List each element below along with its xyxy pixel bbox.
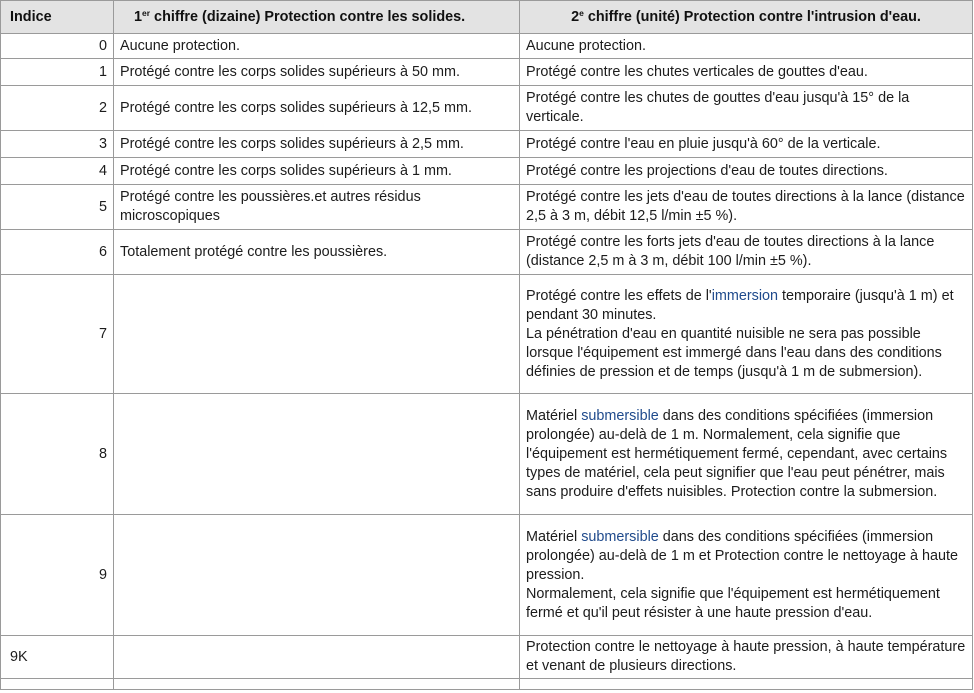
header-indice: Indice <box>1 1 114 34</box>
table-row <box>1 230 973 275</box>
header-row <box>1 1 973 34</box>
indice-cell <box>1 679 114 690</box>
table-row <box>1 185 973 230</box>
submersible-link[interactable]: submersible <box>581 528 659 545</box>
eau-paragraph: Normalement, cela signifie que l'équipement est hermétiquement fermé et qu'il peut résister à une haute pression d'eau. <box>526 585 940 621</box>
table-row <box>1 34 973 59</box>
solides-cell <box>114 275 520 394</box>
eau-paragraph: La pénétration d'eau en quantité nuisible ne sera pas possible lorsque l'équipement est immergé dans l'eau dans des conditions définies de pression et de temps (jusqu'à 1 m de submersion). <box>526 325 942 380</box>
table-row <box>1 275 973 394</box>
indice-cell: 8 <box>1 394 114 515</box>
header-solides: 1er chiffre (dizaine) Protection contre les solides. <box>114 1 520 34</box>
eau-paragraph: Protégé contre les effets de l'immersion temporaire (jusqu'à 1 m) et pendant 30 minutes. <box>526 287 954 323</box>
eau-cell: Protégé contre les projections d'eau de toutes directions. <box>520 158 973 185</box>
solides-cell <box>114 394 520 515</box>
indice-cell: 0 <box>1 34 114 59</box>
indice-cell: 5 <box>1 185 114 230</box>
eau-cell: Protégé contre les chutes de gouttes d'eau jusqu'à 15° de la verticale. <box>520 86 973 131</box>
solides-cell: Protégé contre les corps solides supérieurs à 50 mm. <box>114 59 520 86</box>
solides-cell: Totalement protégé contre les poussières. <box>114 230 520 275</box>
table-row-partial <box>1 679 973 690</box>
table-row <box>1 158 973 185</box>
eau-cell: Protégé contre les jets d'eau de toutes directions à la lance (distance 2,5 à 3 m, débit 12,5 l/min ±5 %). <box>520 185 973 230</box>
table-row <box>1 131 973 158</box>
eau-cell: Matériel submersible dans des conditions spécifiées (immersion prolongée) au-delà de 1 m. Normalement, cela signifie que l'équipement est hermétiquement fermé, cependant, avec certains types de matériel, cela peut signifier que l'eau peut pénétrer, mais sans produire d'effets nuisibles. Protection contre la submersion. <box>520 394 973 515</box>
solides-cell <box>114 679 520 690</box>
indice-cell: 9 <box>1 515 114 636</box>
indice-cell: 1 <box>1 59 114 86</box>
indice-cell: 9K <box>1 636 114 679</box>
indice-cell: 4 <box>1 158 114 185</box>
solides-cell: Aucune protection. <box>114 34 520 59</box>
solides-cell: Protégé contre les corps solides supérieurs à 12,5 mm. <box>114 86 520 131</box>
indice-cell: 7 <box>1 275 114 394</box>
eau-cell <box>520 275 973 394</box>
eau-cell: Aucune protection. <box>520 34 973 59</box>
table-row <box>1 636 973 679</box>
table-row <box>1 515 973 636</box>
table-row <box>1 394 973 515</box>
solides-cell: Protégé contre les corps solides supérieurs à 1 mm. <box>114 158 520 185</box>
eau-cell: Protégé contre l'eau en pluie jusqu'à 60° de la verticale. <box>520 131 973 158</box>
eau-paragraph: Matériel submersible dans des conditions spécifiées (immersion prolongée) au-delà de 1 m et Protection contre le nettoyage à haute pression. <box>526 528 959 583</box>
solides-cell <box>114 636 520 679</box>
table-row <box>1 59 973 86</box>
submersible-link[interactable]: submersible <box>581 407 659 424</box>
solides-cell: Protégé contre les poussières.et autres résidus microscopiques <box>114 185 520 230</box>
indice-cell: 6 <box>1 230 114 275</box>
eau-cell: Protégé contre les forts jets d'eau de toutes directions à la lance (distance 2,5 m à 3 m, débit 100 l/min ±5 %). <box>520 230 973 275</box>
table-row <box>1 86 973 131</box>
eau-cell <box>520 515 973 636</box>
eau-cell: Protection contre le nettoyage à haute pression, à haute température et venant de plusieurs directions. <box>520 636 973 679</box>
solides-cell: Protégé contre les corps solides supérieurs à 2,5 mm. <box>114 131 520 158</box>
eau-cell: Protégé contre les chutes verticales de gouttes d'eau. <box>520 59 973 86</box>
solides-cell <box>114 515 520 636</box>
immersion-link[interactable]: immersion <box>711 287 779 304</box>
eau-cell <box>520 679 973 690</box>
indice-cell: 2 <box>1 86 114 131</box>
header-eau: 2e chiffre (unité) Protection contre l'intrusion d'eau. <box>520 1 973 34</box>
indice-cell: 3 <box>1 131 114 158</box>
